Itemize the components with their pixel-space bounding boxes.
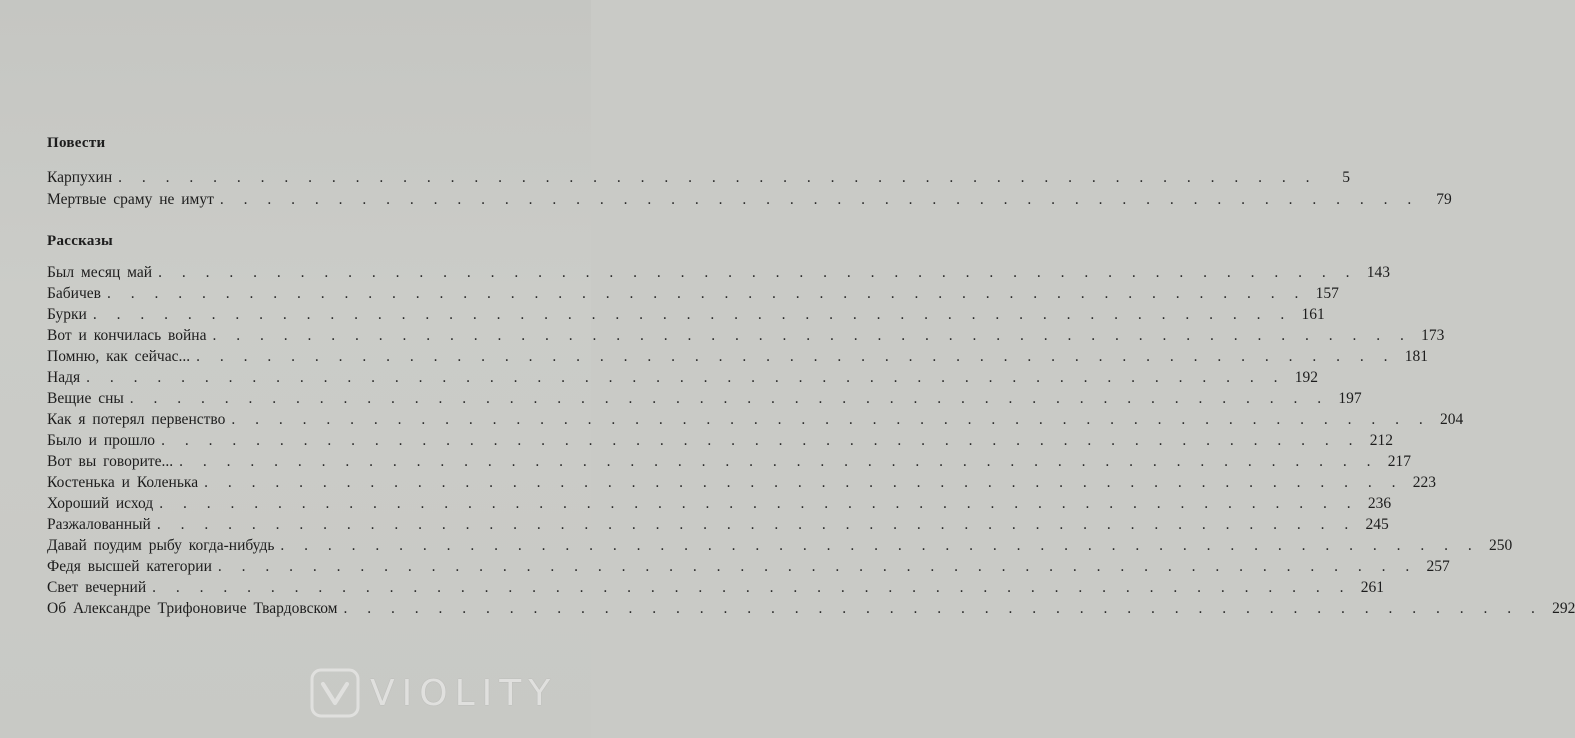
toc-entry (47, 346, 1428, 367)
entry-page: 223 (1412, 474, 1436, 491)
leader-dots: . . . . . . . . . . . . . . . . . . . . . . . . . . . . . . . . . . . . . . . . . . . . . . . . . . . (280, 537, 1479, 554)
leader-dots: . . . . . . . . . . . . . . . . . . . . . . . . . . . . . . . . . . . . . . . . . . . . . . . . . . . (106, 285, 1305, 302)
leader-dots: . . . . . . . . . . . . . . . . . . . . . . . . . . . . . . . . . . . . . . . . . . . . . . . . . . . (118, 169, 1317, 186)
leader-dots: . . . . . . . . . . . . . . . . . . . . . . . . . . . . . . . . . . . . . . . . . . . . . . . . . . . (219, 191, 1418, 208)
entry-title: Давай поудим рыбу когда-нибудь (47, 537, 275, 554)
leader-dots: . . . . . . . . . . . . . . . . . . . . . . . . . . . . . . . . . . . . . . . . . . . . . . . . . . . (152, 579, 1351, 596)
section-title-rasskazy: Рассказы (47, 233, 114, 249)
entry-page: 181 (1404, 348, 1428, 365)
toc-entry (47, 430, 1393, 451)
toc-entry (47, 514, 1389, 535)
toc-entry (47, 598, 1575, 619)
leader-dots: . . . . . . . . . . . . . . . . . . . . . . . . . . . . . . . . . . . . . . . . . . . . . . . . . . . (161, 432, 1359, 449)
section-title-povesti: Повести (47, 135, 106, 151)
toc-entry (47, 535, 1513, 556)
leader-dots: . . . . . . . . . . . . . . . . . . . . . . . . . . . . . . . . . . . . . . . . . . . . . . . . . . . (231, 411, 1430, 428)
entry-title: Помню, как сейчас... (47, 348, 191, 365)
toc-entry (47, 493, 1392, 514)
entry-title: Было и прошло (47, 432, 156, 449)
entry-page: 236 (1367, 495, 1392, 512)
entry-title: Разжалованный (47, 516, 151, 533)
leader-dots: . . . . . . . . . . . . . . . . . . . . . . . . . . . . . . . . . . . . . . . . . . . . . . . . . . . (159, 495, 1358, 512)
entry-page: 79 (1436, 191, 1452, 208)
entry-page: 245 (1365, 516, 1389, 533)
entry-page: 212 (1369, 432, 1393, 449)
entry-page: 192 (1294, 369, 1318, 386)
leader-dots: . . . . . . . . . . . . . . . . . . . . . . . . . . . . . . . . . . . . . . . . . . . . . . . . . . . (86, 369, 1284, 386)
entry-page: 257 (1426, 558, 1450, 575)
entry-page: 250 (1489, 537, 1513, 554)
leader-dots: . . . . . . . . . . . . . . . . . . . . . . . . . . . . . . . . . . . . . . . . . . . . . . . . . . . (92, 306, 1291, 323)
entry-page: 204 (1439, 411, 1464, 428)
leader-dots: . . . . . . . . . . . . . . . . . . . . . . . . . . . . . . . . . . . . . . . . . . . . . . . . . . . (158, 264, 1356, 281)
entry-title: Федя высшей категории (47, 558, 212, 575)
entry-page: 217 (1387, 453, 1412, 470)
entry-page: 197 (1338, 390, 1362, 407)
toc-entry (47, 409, 1464, 430)
leader-dots: . . . . . . . . . . . . . . . . . . . . . . . . . . . . . . . . . . . . . . . . . . . . . . . . . . . (343, 600, 1542, 617)
leader-dots: . . . . . . . . . . . . . . . . . . . . . . . . . . . . . . . . . . . . . . . . . . . . . . . . . . . (204, 474, 1402, 491)
table-of-contents (47, 133, 1575, 619)
toc-entry (47, 556, 1450, 577)
toc-entry (47, 577, 1385, 598)
leader-dots: . . . . . . . . . . . . . . . . . . . . . . . . . . . . . . . . . . . . . . . . . . . . . . . . . . . (129, 390, 1328, 407)
entry-page: 157 (1315, 285, 1339, 302)
entry-title: Бабичев (47, 285, 101, 302)
toc-entry (47, 189, 1452, 211)
entry-title: Вот вы говорите... (47, 453, 174, 470)
entry-title: Карпухин (47, 169, 113, 186)
watermark-text: VIOLITY (370, 672, 558, 714)
entry-page: 161 (1301, 306, 1325, 323)
leader-dots: . . . . . . . . . . . . . . . . . . . . . . . . . . . . . . . . . . . . . . . . . . . . . . . . . . . (156, 516, 1355, 533)
toc-entry (47, 472, 1436, 493)
entry-page: 5 (1342, 169, 1351, 186)
toc-entry (47, 167, 1351, 189)
entry-title: Вот и кончилась война (47, 327, 207, 344)
entry-page: 143 (1366, 264, 1390, 281)
entry-title: Был месяц май (47, 264, 153, 281)
entry-title: Как я потерял первенство (47, 411, 226, 428)
toc-entry (47, 283, 1339, 304)
leader-dots: . . . . . . . . . . . . . . . . . . . . . . . . . . . . . . . . . . . . . . . . . . . . . . . . . . . (196, 348, 1394, 365)
leader-dots: . . . . . . . . . . . . . . . . . . . . . . . . . . . . . . . . . . . . . . . . . . . . . . . . . . . (179, 453, 1378, 470)
leader-dots: . . . . . . . . . . . . . . . . . . . . . . . . . . . . . . . . . . . . . . . . . . . . . . . . . . . (212, 327, 1411, 344)
violity-logo-icon (310, 668, 360, 718)
entry-title: Об Александре Трифоновиче Твардовском (47, 600, 338, 617)
entry-page: 173 (1421, 327, 1445, 344)
toc-entry (47, 325, 1445, 346)
watermark (310, 668, 557, 718)
entry-title: Мертвые сраму не имут (47, 191, 214, 208)
entry-page: 261 (1360, 579, 1385, 596)
toc-entry (47, 262, 1390, 283)
leader-dots: . . . . . . . . . . . . . . . . . . . . . . . . . . . . . . . . . . . . . . . . . . . . . . . . . . . (217, 558, 1416, 575)
entry-title: Надя (47, 369, 81, 386)
entry-title: Вещие сны (47, 390, 124, 407)
entry-title: Костенька и Коленька (47, 474, 199, 491)
entry-page: 292 (1552, 600, 1575, 617)
toc-entry (47, 451, 1412, 472)
toc-entry (47, 367, 1318, 388)
entry-title: Бурки (47, 306, 87, 323)
entry-title: Хороший исход (47, 495, 154, 512)
toc-entry (47, 304, 1325, 325)
entry-title: Свет вечерний (47, 579, 147, 596)
toc-entry (47, 388, 1362, 409)
